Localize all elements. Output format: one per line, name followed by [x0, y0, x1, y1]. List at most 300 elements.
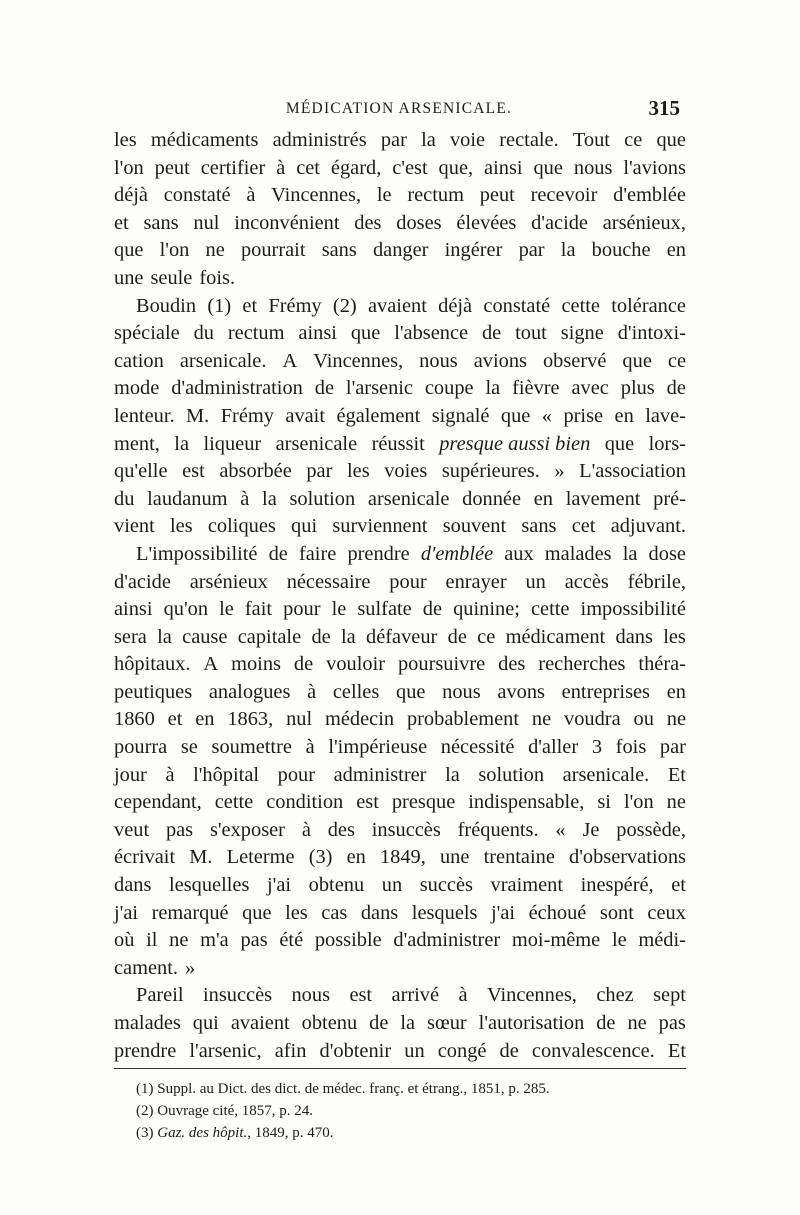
word: ne [666, 791, 686, 814]
text-line [114, 127, 686, 155]
word: l'on [114, 156, 144, 179]
text-line [114, 293, 686, 321]
word: insuccès [202, 984, 273, 1007]
word: Boudin [136, 294, 197, 317]
word: lors- [648, 432, 686, 455]
word: en [346, 846, 366, 869]
word: à [305, 736, 315, 759]
word: A [282, 349, 298, 372]
word: la [560, 239, 576, 262]
word: 1849, [379, 846, 426, 869]
word: solution [478, 763, 545, 786]
word: se [180, 736, 198, 759]
word: tolérance [611, 294, 686, 317]
word: déjà [438, 294, 473, 317]
word: que [533, 156, 563, 179]
text-line [114, 651, 686, 679]
word: en [195, 708, 215, 731]
word: ainsi [114, 598, 153, 621]
word: d'emblée [613, 184, 686, 207]
word: fièvre [512, 377, 560, 400]
word: défaveur [366, 625, 438, 648]
word: lave- [645, 404, 686, 427]
text-line [114, 155, 686, 183]
word: été [279, 929, 304, 952]
word: » [184, 956, 196, 979]
word: à [246, 184, 256, 207]
word: qu'elle [114, 460, 168, 483]
word: 1860 [114, 708, 155, 731]
word: moins [231, 653, 281, 676]
word: échoué [528, 901, 587, 924]
word: prendre [347, 542, 410, 565]
word: la [445, 763, 460, 786]
word: sans [521, 515, 557, 538]
word: pour [277, 763, 316, 786]
word: que [114, 239, 144, 262]
text-line [114, 789, 686, 817]
word: tout [515, 322, 547, 345]
word: de [268, 542, 288, 565]
text-line [114, 403, 686, 431]
word: par [306, 460, 333, 483]
word: liqueur [203, 432, 262, 455]
word: L'association [579, 460, 686, 483]
text-line [114, 375, 686, 403]
text-line [114, 955, 686, 983]
word: arsenicale. [562, 763, 650, 786]
word: sœur [427, 1012, 467, 1034]
word: cet [571, 515, 596, 538]
word: A [203, 653, 219, 676]
word: qui [291, 515, 318, 538]
word: réussit [371, 432, 425, 455]
word: le [331, 598, 347, 621]
word: s'exposer [209, 818, 285, 841]
word: cation [114, 349, 164, 372]
word: à [301, 818, 311, 841]
text-line [114, 927, 686, 955]
word: cament. [114, 956, 178, 979]
word: moi-même [511, 929, 601, 952]
word: nécessité [440, 736, 515, 759]
word: les [285, 901, 308, 924]
word: Je [582, 818, 600, 841]
word: Vincennes, [313, 349, 404, 372]
word: de [293, 653, 314, 676]
word: le [219, 598, 234, 621]
word: cause [182, 625, 228, 648]
word: nous [291, 984, 331, 1007]
word: dose [648, 542, 686, 565]
word: sont [599, 901, 634, 924]
word: nul [193, 211, 220, 234]
word: dans [114, 874, 152, 897]
word: observé [542, 349, 607, 372]
word: ce [624, 129, 643, 151]
word: arrivé [391, 984, 440, 1007]
word: analogues [208, 680, 291, 703]
word: pour [389, 570, 427, 593]
word: que [500, 404, 531, 427]
text-line [114, 596, 686, 624]
word: l'absence [394, 322, 469, 345]
word: lesquels [411, 901, 478, 924]
word: quinine; [453, 598, 520, 621]
word: ne [169, 929, 189, 952]
word: que, [438, 156, 474, 179]
word: avaient [230, 1012, 290, 1034]
word: prendre [114, 1039, 177, 1062]
word: de [314, 377, 335, 400]
word: en [533, 487, 553, 510]
text-line [114, 513, 686, 541]
word: » [554, 460, 565, 483]
word: inespéré, [580, 874, 654, 897]
word: voudra [564, 708, 621, 731]
word: est [356, 791, 379, 814]
word: rectale. [499, 129, 559, 151]
word: succès [419, 874, 473, 897]
word: nous [419, 349, 458, 372]
word: inconvénient [234, 211, 340, 234]
word: la [400, 1012, 416, 1034]
word: vouloir [326, 653, 386, 676]
word: qu'on [163, 598, 209, 621]
text-line [114, 844, 686, 872]
word: l'impérieuse [328, 736, 428, 759]
word: de [666, 377, 686, 400]
word: que [622, 349, 652, 372]
word: fois. [199, 266, 236, 289]
word: possible [314, 929, 382, 952]
word: du [193, 322, 214, 345]
word: chez [596, 984, 634, 1007]
word: danger [372, 239, 429, 262]
word: fréquents. [457, 818, 539, 841]
word: du [114, 487, 135, 510]
italic-text: Gaz. des hôpit. [157, 1125, 248, 1141]
word: presque [391, 791, 456, 814]
word: de [447, 625, 467, 648]
word: à [458, 984, 468, 1007]
word: Frémy [220, 404, 274, 427]
word: obtenu [308, 874, 365, 897]
word: l'avions [623, 156, 686, 179]
word: médecin [325, 708, 395, 731]
page-header [112, 96, 686, 126]
word: pas [240, 929, 268, 952]
word: pas [165, 818, 194, 841]
text-line [114, 706, 686, 734]
word: et [167, 708, 183, 731]
word: poursuivre [397, 653, 486, 676]
word: recevoir [530, 184, 598, 207]
word: convalescence. [531, 1039, 655, 1062]
word: « [555, 818, 566, 841]
word: administrer [333, 763, 427, 786]
word: (1) [207, 294, 232, 317]
word: j'ai [491, 901, 516, 924]
word: sans [143, 211, 179, 234]
word: malades [114, 1012, 181, 1034]
page-number: 315 [648, 96, 680, 120]
word: obtenu [301, 1012, 358, 1034]
word: fait [244, 598, 273, 621]
word: Tout [572, 129, 610, 151]
word: avec [571, 377, 609, 400]
word: vraiment [490, 874, 564, 897]
word: seule [150, 266, 193, 289]
word: par [518, 239, 545, 262]
word: enrayer [445, 570, 507, 593]
word: d'observations [569, 846, 686, 869]
text-line [114, 1038, 686, 1066]
word: doses [396, 211, 442, 234]
text-line [114, 458, 686, 486]
word: voies [384, 460, 428, 483]
word: de [596, 1012, 616, 1034]
word: Frémy [268, 294, 322, 317]
word: laudanum [147, 487, 228, 510]
word: nul [286, 708, 313, 731]
word: avons [497, 680, 545, 703]
word: des [498, 653, 526, 676]
word: capitale [237, 625, 302, 648]
word: nous [573, 156, 613, 179]
word: ingérer [444, 239, 503, 262]
word: et [114, 211, 129, 234]
word: (2) [332, 294, 357, 317]
word: constaté [483, 294, 551, 317]
text-line [114, 872, 686, 900]
word: c'est [392, 156, 428, 179]
text-line [114, 734, 686, 762]
word: 3 [591, 736, 603, 759]
word: de [369, 1012, 389, 1034]
word: ne [666, 708, 686, 731]
word: condition [266, 791, 344, 814]
word: solution [289, 487, 356, 510]
word: peut [479, 184, 515, 207]
italic-text: presque aussi bien [439, 432, 591, 455]
word: les [663, 625, 686, 648]
word: la [421, 129, 436, 151]
word: est [349, 984, 373, 1007]
word: adjuvant. [610, 515, 686, 538]
word: souvent [442, 515, 507, 538]
word: Vincennes, [486, 984, 577, 1007]
word: faire [298, 542, 337, 565]
word: en [614, 404, 634, 427]
word: l'autorisation [478, 1012, 585, 1034]
word: les [114, 129, 137, 151]
text-line [114, 900, 686, 928]
word: que [604, 432, 635, 455]
word: fébrile, [627, 570, 686, 593]
word: arsenicale [367, 487, 450, 510]
text-line [114, 182, 686, 210]
italic-text: d'emblée [420, 542, 494, 565]
word: ou [633, 708, 654, 731]
word: de [422, 598, 443, 621]
word: certifier [200, 156, 266, 179]
word: vient [114, 515, 155, 538]
word: un [404, 1039, 425, 1062]
word: avaient [367, 294, 427, 317]
footnote-rule [114, 1068, 686, 1070]
text-line [114, 320, 686, 348]
word: arsénieux, [602, 211, 686, 234]
word: d'obtenir [319, 1039, 392, 1062]
word: Pareil [136, 984, 184, 1007]
word: remarqué [151, 901, 229, 924]
word: la [622, 542, 638, 565]
word: sera [114, 625, 147, 648]
word: les [346, 460, 370, 483]
word: cette [214, 791, 254, 814]
word: à [276, 156, 286, 179]
word: Et [667, 763, 686, 786]
word: rectum [227, 322, 285, 345]
word: ceux [647, 901, 686, 924]
text-line [114, 817, 686, 845]
word: est [182, 460, 205, 483]
word: par [659, 736, 686, 759]
word: ainsi [298, 322, 337, 345]
word: la [340, 625, 356, 648]
word: veut [114, 818, 150, 841]
word: cette [530, 598, 570, 621]
running-head: MÉDICATION ARSENICALE. [285, 100, 513, 117]
word: l'on [159, 239, 190, 262]
word: fois [615, 736, 647, 759]
text-line [114, 679, 686, 707]
word: signe [560, 322, 604, 345]
word: dans [615, 625, 653, 648]
word: arsenicale [275, 432, 358, 455]
word: un [525, 570, 546, 593]
word: peut [154, 156, 190, 179]
footnote: (2) Ouvrage cité, 1857, p. 24. [136, 1103, 314, 1119]
word: spéciale [114, 322, 180, 345]
word: surviennent [332, 515, 428, 538]
word: lenteur. [114, 404, 175, 427]
word: lesquelles [168, 874, 250, 897]
word: d'acide [114, 570, 171, 593]
word: qui [192, 1012, 219, 1034]
word: ne [205, 239, 225, 262]
word: l'arsenic [345, 377, 413, 400]
word: impossibilité [580, 598, 686, 621]
word: déjà [114, 184, 148, 207]
word: élevées [456, 211, 517, 234]
word: plus [620, 377, 655, 400]
word: indispensable, [468, 791, 585, 814]
text-line [114, 624, 686, 652]
word: absorbée [219, 460, 292, 483]
text-line [114, 541, 686, 569]
word: que [396, 680, 426, 703]
word: où [114, 929, 135, 952]
word: lavement [565, 487, 641, 510]
word: pourrait [240, 239, 306, 262]
word: la [174, 432, 190, 455]
word: nous [442, 680, 481, 703]
word: arsenicale. [179, 349, 267, 372]
word: insuccès [371, 818, 441, 841]
word: sans [321, 239, 357, 262]
word: à [165, 763, 175, 786]
word: coupe [424, 377, 474, 400]
word: rectum [407, 184, 464, 207]
word: M. [189, 846, 213, 869]
word: cas [321, 901, 348, 924]
word: avions [473, 349, 527, 372]
word: bouche [591, 239, 651, 262]
word: 1863, [227, 708, 274, 731]
word: il [146, 929, 158, 952]
word: m'a [200, 929, 229, 952]
word: ment, [114, 432, 160, 455]
word: recherches [538, 653, 626, 676]
word: écrivait [114, 846, 176, 869]
word: cependant, [114, 791, 202, 814]
word: théra- [638, 653, 686, 676]
word: jour [114, 763, 147, 786]
word [421, 541, 493, 569]
word: une [439, 846, 470, 869]
word: (3) [308, 846, 333, 869]
word: dans [360, 901, 399, 924]
word: des [327, 818, 355, 841]
word: si [597, 791, 611, 814]
word: par [380, 129, 407, 151]
word: d'intoxi- [617, 322, 686, 345]
word: Vincennes, [271, 184, 362, 207]
word: pas [658, 1012, 686, 1034]
word: cette [561, 294, 600, 317]
word: de [499, 1039, 519, 1062]
word: hôpitaux. [114, 653, 191, 676]
footnotes [136, 1078, 686, 1144]
word: afin [274, 1039, 307, 1062]
word: trentaine [483, 846, 555, 869]
word: la [485, 377, 501, 400]
word: que [350, 322, 381, 345]
word: d'administration [171, 377, 303, 400]
word: la [157, 625, 172, 648]
text-line [114, 1010, 686, 1038]
word: de [481, 322, 502, 345]
word: un [381, 874, 403, 897]
word: également [336, 404, 421, 427]
word: « [541, 404, 552, 427]
body-text [114, 127, 686, 1065]
word: l'arsenic, [189, 1039, 262, 1062]
word: en [666, 239, 686, 262]
word: ne [531, 708, 552, 731]
word: pour [283, 598, 321, 621]
word: égard, [330, 156, 382, 179]
word [439, 431, 590, 459]
word: médicament [505, 625, 606, 648]
word: ce [667, 349, 686, 372]
word: et [242, 294, 258, 317]
word: supérieures. [441, 460, 540, 483]
word: une [114, 266, 144, 289]
word: entreprises [561, 680, 650, 703]
